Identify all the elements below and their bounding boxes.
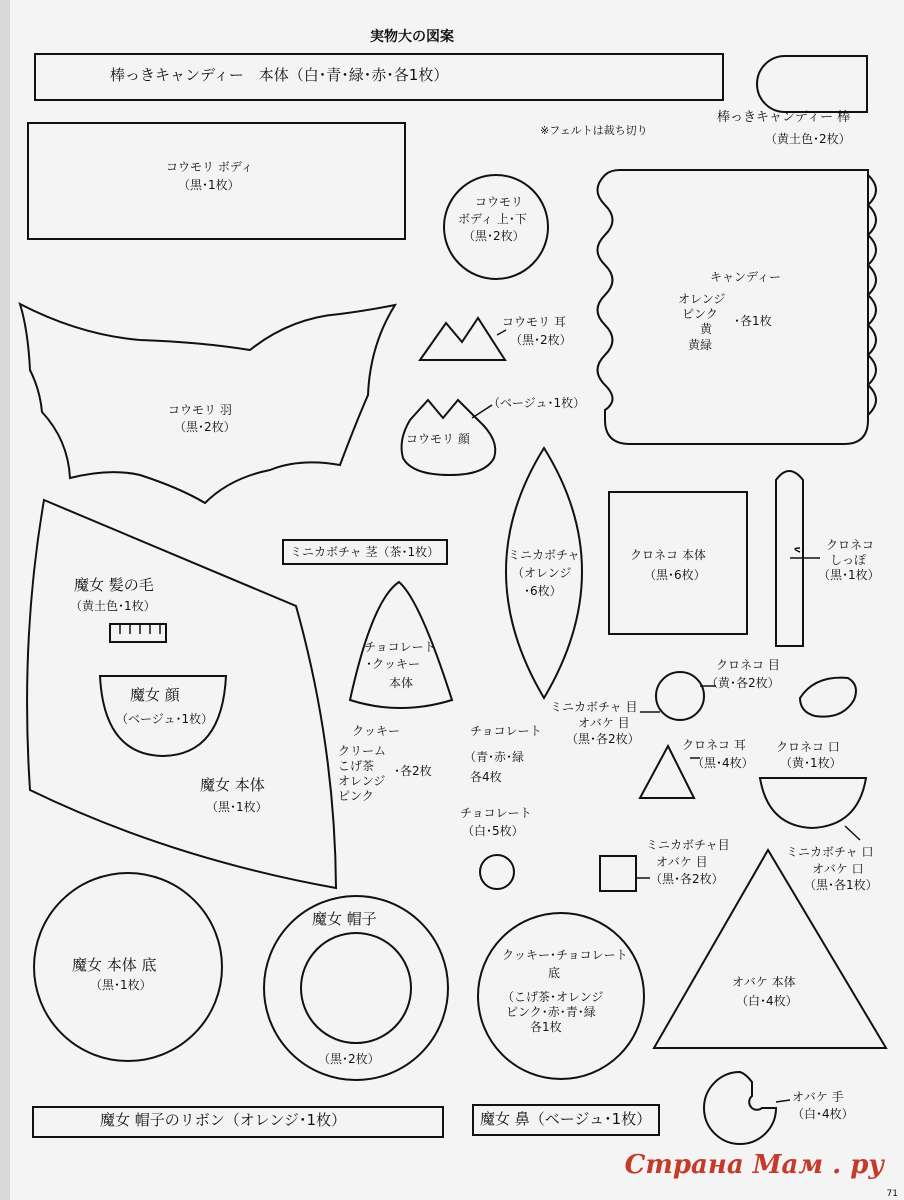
pumpkin-label: ミニカボチャ [508, 548, 580, 562]
ghost-eye-label: オバケ 目 [578, 716, 630, 730]
small-square-shape [600, 856, 636, 891]
cat-ear-color: （黒･4枚） [692, 756, 754, 770]
bat-ear-label: コウモリ 耳 [502, 315, 566, 329]
candy-color-3: 黄 [700, 322, 713, 336]
bat-face-label: コウモリ 顔 [406, 432, 470, 446]
witch-body-color: （黒･1枚） [206, 800, 268, 814]
candy-color-4: 黄緑 [688, 338, 713, 352]
witch-base-label: 魔女 本体 底 [72, 956, 157, 974]
candy-count: ･各1枚 [734, 314, 772, 328]
bat-round-label-2: ボディ 上･下 [458, 212, 527, 226]
cookie-color-4: ピンク [338, 789, 374, 803]
ghost-hand-shape [704, 1072, 776, 1144]
cookie-color-3: オレンジ [338, 774, 386, 788]
square-color: （黒･各2枚） [650, 872, 724, 886]
cat-eye-circle [656, 672, 704, 720]
witch-hair-fringe [120, 624, 160, 634]
cat-tail-color: （黒･1枚） [818, 568, 880, 582]
cookie-label-2: ･クッキー [366, 657, 421, 671]
bat-ear-color: （黒･2枚） [510, 333, 572, 347]
candy-shape [598, 170, 869, 444]
bat-round-label: コウモリ [475, 195, 524, 209]
witch-hair-color: （黄土色･1枚） [70, 599, 156, 613]
bat-body-label: コウモリ ボディ [166, 160, 253, 174]
ghost-hand-color: （白･4枚） [792, 1107, 854, 1121]
bat-wing-color: （黒･2枚） [174, 420, 236, 434]
candy-stick-color: （黄土色･2枚） [765, 132, 851, 146]
ghost-body-label: オバケ 本体 [732, 975, 796, 989]
candy-stick-label: 棒っきキャンディー 棒 [717, 110, 851, 125]
bat-ear-shape [420, 318, 505, 360]
cookie-base-count: 各1枚 [530, 1020, 562, 1034]
witch-hat-color: （黒･2枚） [318, 1052, 380, 1066]
ghost-hand-label: オバケ 手 [792, 1090, 844, 1104]
cat-eye-color: （黄･各2枚） [706, 676, 780, 690]
page-number: 71 [886, 1189, 898, 1199]
cookie-color-1: クリーム [338, 744, 387, 758]
cookie-base-color-2: ピンク･赤･青･緑 [506, 1005, 596, 1019]
square-label: ミニカボチャ目 [646, 838, 730, 852]
cookie-base-label-2: 底 [548, 966, 561, 980]
cat-mouth-color: （黄･1枚） [780, 756, 842, 770]
page-title: 実物大の図案 [370, 29, 454, 45]
witch-nose-label: 魔女 鼻（ベージュ･1枚） [480, 1110, 652, 1128]
witch-body-label: 魔女 本体 [200, 776, 265, 794]
cat-ear-shape [640, 746, 694, 798]
pumpkin-count: ･6枚） [524, 584, 562, 598]
cookie-base-color-1: （こげ茶･オレンジ [502, 990, 604, 1004]
cookie-color-2: こげ茶 [338, 759, 375, 773]
witch-face-label: 魔女 顔 [130, 686, 180, 704]
cookie-label-1: チョコレート [364, 640, 436, 654]
bat-body-color: （黒･1枚） [178, 178, 240, 192]
candy-stick-stick-shape [757, 56, 867, 112]
cat-body-label: クロネコ 本体 [630, 548, 706, 562]
cat-mouth-label: クロネコ 口 [776, 740, 840, 754]
candy-color-1: オレンジ [678, 292, 726, 306]
cat-body-color: （黒･6枚） [644, 568, 706, 582]
ghost-body-color: （白･4枚） [736, 994, 798, 1008]
cookie-type-label: クッキー [352, 724, 401, 738]
pumpkin-eye-label: ミニカボチャ 目 [550, 700, 638, 714]
cat-mouth-shape [760, 778, 866, 828]
pumpkin-eye-color: （黒･各2枚） [566, 732, 640, 746]
pumpkin-stem-label: ミニカボチャ 茎（茶･1枚） [290, 545, 440, 559]
choco-dot-color: （白･5枚） [462, 824, 524, 838]
candy-scallop-right [868, 175, 876, 415]
candy-stick-body-label: 棒っきキャンディー 本体（白･青･緑･赤･各1枚） [110, 66, 449, 84]
bat-wing-label: コウモリ 羽 [168, 403, 232, 417]
watermark: Страна Мам . ру [624, 1150, 884, 1180]
candy-color-2: ピンク [682, 307, 718, 321]
choco-color: （青･赤･緑 [464, 750, 525, 764]
bat-round-body-shape [444, 175, 548, 279]
witch-hat-label: 魔女 帽子 [312, 910, 377, 928]
choco-count: 各4枚 [470, 770, 502, 784]
cookie-label-3: 本体 [389, 676, 414, 690]
cat-eye-label: クロネコ 目 [716, 658, 780, 672]
choco-dot-shape [480, 855, 514, 889]
cookie-base-label: クッキー･チョコレート [502, 948, 628, 962]
bat-face-color: （ベージュ･1枚） [488, 396, 586, 410]
choco-label: チョコレート [470, 724, 542, 738]
mouth2-label-2: オバケ 口 [812, 862, 864, 876]
hat-ribbon-label: 魔女 帽子のリボン（オレンジ･1枚） [100, 1111, 347, 1129]
choco-dot-label: チョコレート [460, 806, 532, 820]
witch-base-color: （黒･1枚） [90, 978, 152, 992]
mouth2-color: （黒･各1枚） [804, 878, 878, 892]
mouth2-label: ミニカボチャ 口 [786, 845, 874, 859]
cat-body-shape [609, 492, 747, 634]
candy-label: キャンディー [710, 270, 782, 284]
square-label-2: オバケ 目 [656, 855, 708, 869]
cut-note: ※フェルトは裁ち切り [540, 124, 648, 137]
witch-hair-label: 魔女 髪の毛 [74, 576, 154, 594]
cat-tail-label-2: しっぽ [830, 553, 867, 567]
cat-eye-lemon [800, 678, 856, 717]
bat-round-color: （黒･2枚） [463, 229, 525, 243]
pumpkin-color: （オレンジ [512, 566, 572, 580]
witch-hair-shape [110, 624, 166, 642]
cat-ear-label: クロネコ 耳 [682, 738, 746, 752]
witch-face-color: （ベージュ･1枚） [116, 712, 214, 726]
cat-tail-label: クロネコ [826, 538, 875, 552]
cookie-count: ･各2枚 [394, 764, 432, 778]
witch-hat-inner [301, 933, 411, 1043]
page-edge-shadow [0, 0, 10, 1200]
